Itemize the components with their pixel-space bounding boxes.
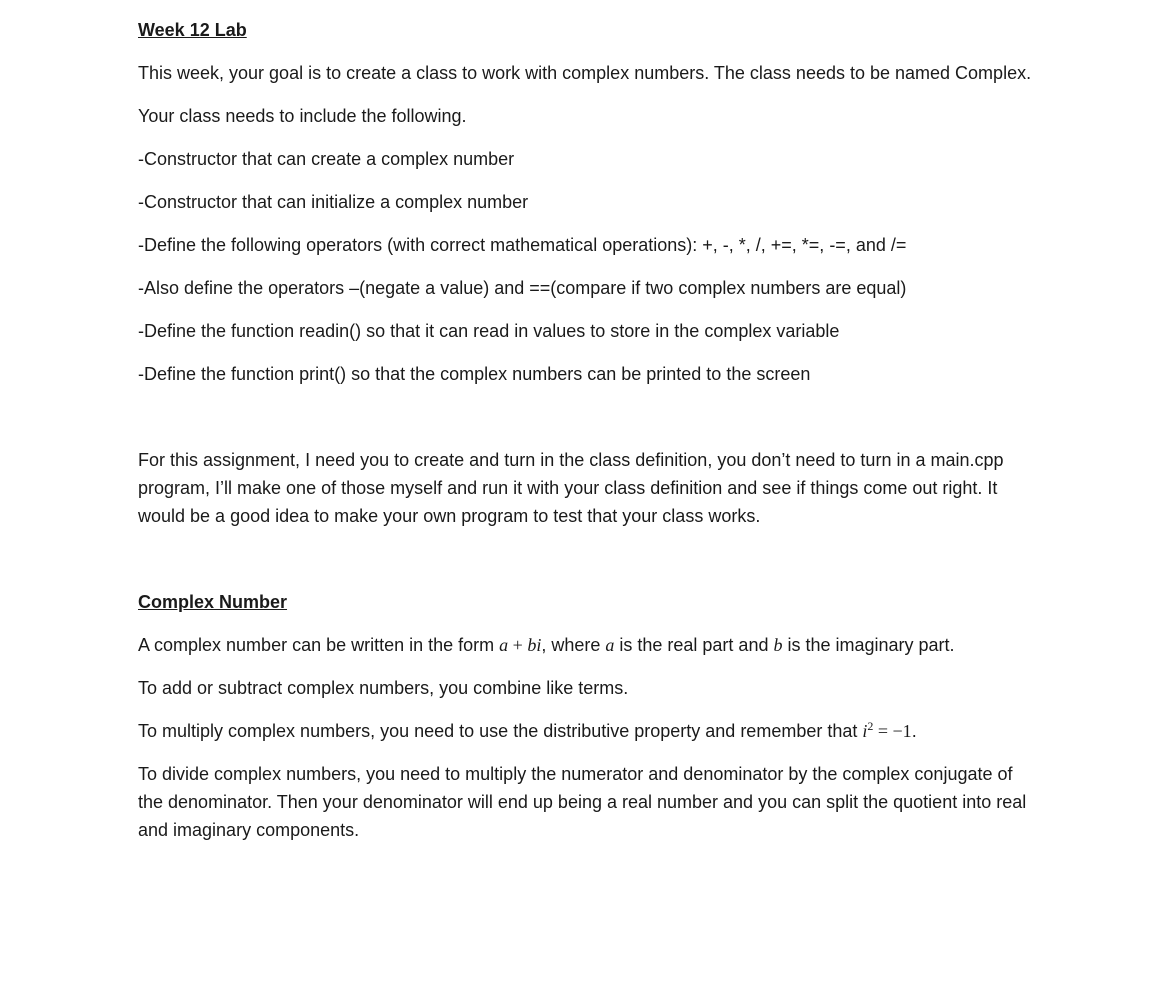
form-mid2: is the real part and [614,635,774,655]
math-equals: = −1 [873,721,912,741]
divide-paragraph: To divide complex numbers, you need to multiply the numerator and denominator by the complex conjugate of the denominator. Then your denominator will end up being a real number and you can split the quotient into real and imaginary components. [138,764,1027,840]
requirements-lead: Your class needs to include the following. [138,106,467,126]
multiply-end: . [911,721,917,741]
document-page [138,16,1038,844]
requirement-item: -Constructor that can initialize a complex number [138,192,529,212]
requirement-item: -Define the function print() so that the complex numbers can be printed to the screen [138,364,811,384]
form-mid1: , where [541,635,606,655]
math-a: a [499,635,509,655]
math-bi: bi [527,635,542,655]
assignment-note: For this assignment, I need you to create and turn in the class definition, you don’t need to turn in a main.cpp program, I’ll make one of those myself and run it with your class definition and see if things come out right. It would be a good idea to make your own program to test that your class works. [138,450,1004,526]
add-subtract-paragraph: To add or subtract complex numbers, you combine like terms. [138,678,629,698]
form-suffix: is the imaginary part. [782,635,955,655]
math-a-real: a [605,635,615,655]
requirement-item: -Constructor that can create a complex number [138,149,515,169]
multiply-paragraph [138,717,1038,745]
section-title: Complex Number [138,592,288,612]
requirement-item: -Define the following operators (with correct mathematical operations): +, -, *, /, +=, *=, -=, and /= [138,235,907,255]
complex-form-paragraph [138,631,1038,659]
intro-paragraph: This week, your goal is to create a class to work with complex numbers. The class needs to be named Complex. [138,63,1032,83]
page-title: Week 12 Lab [138,20,247,40]
multiply-text: To multiply complex numbers, you need to use the distributive property and remember that [138,721,863,741]
math-b: b [773,635,783,655]
requirement-item: -Define the function readin() so that it can read in values to store in the complex variable [138,321,840,341]
math-exponent: 2 [867,719,874,733]
math-plus: + [508,635,528,655]
requirement-item: -Also define the operators –(negate a value) and ==(compare if two complex numbers are equal) [138,278,907,298]
math-i: i [862,721,868,741]
form-prefix: A complex number can be written in the form [138,635,500,655]
